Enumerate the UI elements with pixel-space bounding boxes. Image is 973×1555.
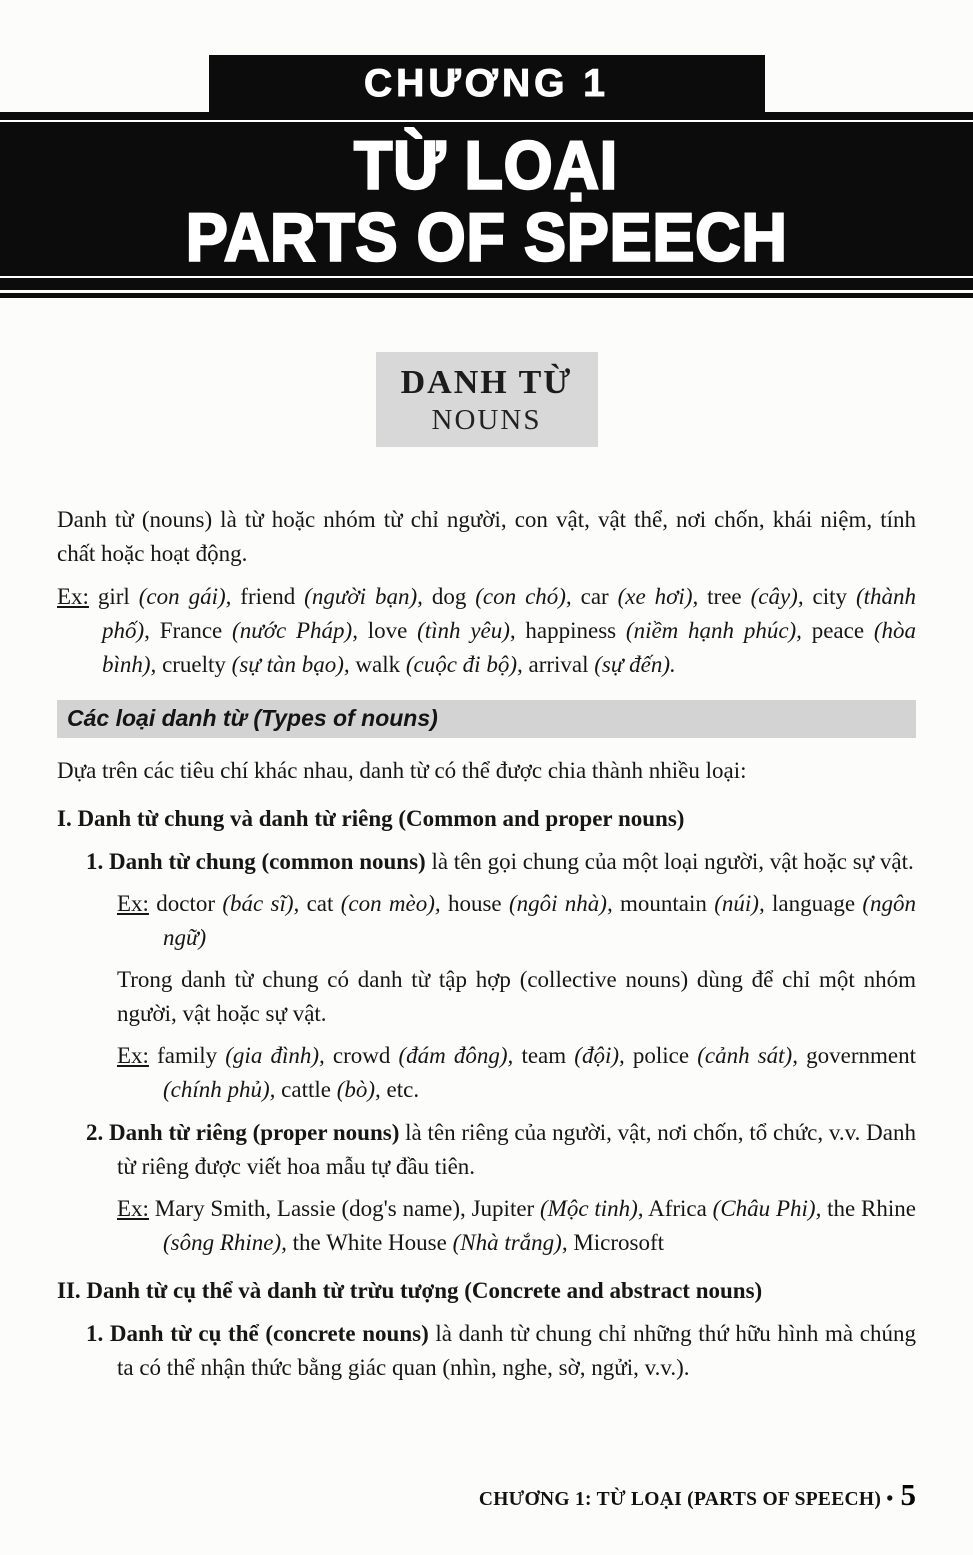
nouns-heading-vietnamese: DANH TỪ [400, 364, 573, 401]
example-nouns: Ex: girl (con gái), friend (người bạn), dog (con chó), car (xe hơi), tree (cây), city (thành phố), France (nước Pháp), love (tình yêu), happiness (niềm hạnh phúc), peace (hòa bình), cruelty (sự tàn bạo), walk (cuộc đi bộ), arrival (sự đến). [57, 584, 916, 677]
banner-bottom-bar [0, 293, 973, 298]
nouns-heading-english: NOUNS [431, 404, 542, 436]
page-content [57, 503, 916, 1385]
chapter-banner-label: CHƯƠNG 1 [364, 61, 609, 105]
title-banner [0, 112, 973, 290]
title-line-english: PARTS OF SPEECH [185, 199, 788, 275]
banner-rule-bottom [0, 276, 973, 278]
example-collective-nouns: Ex: family (gia đình), crowd (đám đông), team (đội), police (cảnh sát), government (chính phủ), cattle (bò), etc. [117, 1043, 916, 1102]
heading-common-proper-nouns: I. Danh từ chung và danh từ riêng (Common and proper nouns) [57, 806, 685, 831]
banner-rule-top [0, 120, 973, 122]
section-header-types-of-nouns: Các loại danh từ (Types of nouns) [57, 700, 916, 738]
nouns-heading [376, 352, 598, 447]
footer-page-number: 5 [900, 1477, 916, 1512]
lead-paragraph: Dựa trên các tiêu chí khác nhau, danh từ có thể được chia thành nhiều loại: [57, 758, 747, 783]
example-common-nouns: Ex: doctor (bác sĩ), cat (con mèo), house (ngôi nhà), mountain (núi), language (ngôn ngữ) [117, 891, 917, 950]
footer-running-title: CHƯƠNG 1: TỪ LOẠI (PARTS OF SPEECH) • [478, 1489, 894, 1510]
book-page [0, 55, 973, 1512]
page-footer [479, 1477, 916, 1513]
heading-concrete-abstract-nouns: II. Danh từ cụ thể và danh từ trừu tượng (Concrete and abstract nouns) [57, 1278, 763, 1303]
item-common-nouns: 1. Danh từ chung (common nouns) là tên gọi chung của một loại người, vật hoặc sự vật. [86, 849, 914, 874]
item-proper-nouns: 2. Danh từ riêng (proper nouns) là tên riêng của người, vật, nơi chốn, tổ chức, v.v. Danh từ riêng được viết hoa mẫu tự đầu tiên. [86, 1120, 916, 1179]
chapter-banner [209, 55, 765, 112]
example-proper-nouns: Ex: Mary Smith, Lassie (dog's name), Jupiter (Mộc tinh), Africa (Châu Phi), the Rhine (sông Rhine), the White House (Nhà trắng), Microsoft [117, 1196, 916, 1255]
item-concrete-nouns: 1. Danh từ cụ thể (concrete nouns) là danh từ chung chỉ những thứ hữu hình mà chúng ta có thể nhận thức bằng giác quan (nhìn, nghe, sờ, ngửi, v.v.). [86, 1321, 916, 1380]
title-line-vietnamese: TỪ LOẠI [354, 127, 619, 203]
collective-nouns-paragraph: Trong danh từ chung có danh từ tập hợp (collective nouns) dùng để chỉ một nhóm người, vật hoặc sự vật. [117, 967, 916, 1026]
intro-paragraph: Danh từ (nouns) là từ hoặc nhóm từ chỉ người, con vật, vật thể, nơi chốn, khái niệm, tính chất hoặc hoạt động. [57, 507, 916, 566]
